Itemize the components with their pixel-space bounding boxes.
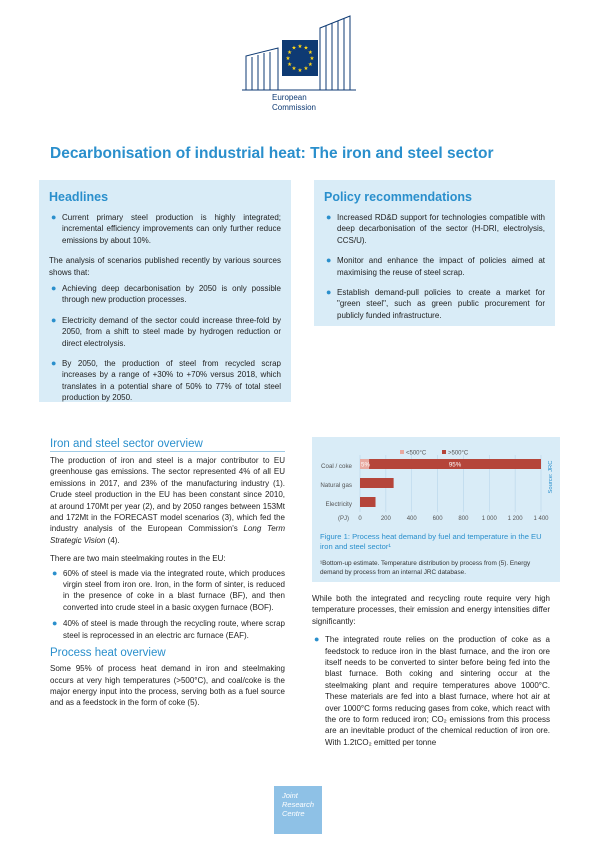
routes-intro: There are two main steelmaking routes in the EU:: [50, 554, 226, 564]
route-bullet: ● 60% of steel is made via the integrated route, which produces virgin steel from iron ore. Iron, in the form of sinter, is reduced in the presence of coke in a blast furnace (BF), and then converted into crude steel in a basic oxygen furnace (BOF).: [52, 567, 285, 612]
commission-building-icon: [238, 8, 360, 93]
bullet-icon: ●: [52, 618, 58, 629]
eu-star-icon: ★: [287, 49, 293, 56]
policy-heading: Policy recommendations: [324, 190, 472, 204]
process-heat-chart: [312, 437, 560, 529]
eu-star-icon: ★: [297, 43, 303, 50]
x-tick-label: 1 200: [507, 516, 523, 522]
bullet-icon: ●: [51, 358, 57, 369]
x-tick-label: 1 000: [481, 516, 497, 522]
x-tick-label: 800: [458, 516, 469, 522]
figure-note: ¹Bottom-up estimate. Temperature distribution by process from (5). Energy demand by process from an internal JRC database.: [320, 560, 531, 576]
headline-bullet: ● By 2050, the production of steel from recycled scrap increases by a range of +30% to +70% versus 2018, which translates in a potential share of 50% to 77% of total steel production by 2050.: [51, 358, 281, 403]
jrc-line-2: Research: [282, 800, 315, 809]
jrc-logo: [274, 786, 322, 834]
overview-heading: Iron and steel sector overview: [50, 438, 285, 452]
logo-line-1: European: [272, 93, 307, 102]
legend-swatch: [400, 450, 404, 454]
logo-line-2: Commission: [272, 102, 317, 112]
process-heat-heading: Process heat overview: [50, 647, 166, 660]
process-heat-paragraph: Some 95% of process heat demand in iron and steelmaking occurs at very high temperatures (>500°C), and coal/coke is the major energy input into the process, serving both as a fuel source and as a feedstock in the form of coke (5).: [50, 664, 285, 708]
bullet-icon: ●: [326, 212, 332, 222]
x-tick-label: 0: [358, 516, 362, 522]
figure-caption: Figure 1: Process heat demand by fuel and temperature in the EU iron and steel sector¹: [320, 532, 542, 551]
bullet-icon: ●: [326, 287, 332, 298]
eu-star-icon: ★: [291, 45, 297, 52]
data-label: 5%: [361, 461, 370, 469]
routes-comparison-paragraph: While both the integrated and recycling route require very high temperature processes, their emission and energy intensities differ significantly:: [312, 594, 550, 626]
jrc-line-1: Joint: [282, 791, 298, 800]
eu-star-icon: ★: [287, 61, 293, 68]
eu-star-icon: ★: [309, 55, 315, 62]
bullet-icon: ●: [52, 567, 58, 578]
bar-segment: [360, 478, 394, 488]
eu-star-icon: ★: [303, 66, 309, 73]
policy-bullet: ● Increased RD&D support for technologies compatible with deep decarbonisation of the sector (H-DRI, electrolysis, CCS/U).: [326, 212, 545, 245]
x-tick-label: 600: [432, 516, 443, 522]
legend-label: <500°C: [406, 450, 427, 457]
category-label: Electricity: [325, 501, 352, 508]
legend-label: >500°C: [448, 450, 469, 457]
headlines-heading: Headlines: [49, 190, 109, 204]
legend-swatch: [442, 450, 446, 454]
bullet-icon: ●: [326, 255, 332, 266]
headlines-intro: The analysis of scenarios published recently by various sources shows that:: [49, 256, 281, 277]
eu-star-icon: ★: [307, 49, 313, 56]
data-label: 95%: [448, 461, 462, 469]
bullet-icon: ●: [51, 283, 57, 294]
eu-star-icon: ★: [303, 45, 309, 52]
european-commission-logo: [238, 8, 360, 128]
x-unit-label: (PJ): [338, 516, 349, 522]
headlines-box: [39, 180, 291, 402]
document-title: Decarbonisation of industrial heat: The iron and steel sector: [50, 145, 494, 162]
eu-star-icon: ★: [291, 66, 297, 73]
bar-segment: [360, 497, 376, 507]
figure-1: [312, 437, 560, 582]
bullet-icon: ●: [51, 314, 57, 325]
policy-recommendations-box: [314, 180, 555, 326]
chart-source-label: Source: JRC: [548, 460, 554, 494]
eu-star-icon: ★: [285, 55, 291, 62]
jrc-line-3: Centre: [282, 809, 305, 818]
policy-bullet: ● Establish demand-pull policies to create a market for "green steel", such as green public procurement for publicly funded infrastructure.: [326, 287, 545, 320]
eu-star-icon: ★: [307, 61, 313, 68]
policy-bullet: ● Monitor and enhance the impact of policies aimed at maximising the reuse of steel scrap.: [326, 255, 545, 277]
eu-star-icon: ★: [297, 67, 303, 74]
headline-bullet: ● Electricity demand of the sector could increase three-fold by 2050, from a shift to steel made by hydrogen reduction or direct electrolysis.: [51, 314, 281, 348]
category-label: Natural gas: [320, 482, 352, 489]
bullet-icon: ●: [51, 212, 57, 222]
route-bullet: ● 40% of steel is made through the recycling route, where scrap steel is reprocessed in an electric arc furnace (EAF).: [52, 618, 285, 640]
left-column: [50, 438, 285, 716]
overview-paragraph: The production of iron and steel is a major contributor to EU greenhouse gas emissions. The sector represented 4% of all EU emissions in 2017, and 23% of the manufacturing industry (1). Crude steel production in the EU has been constant since 2010, at around 170Mt per year (2), and by 2050 ranges between 153Mt and 172Mt in the FORECAST model scenarios (3), which fed the industry analysis of the European Commission's Long Term Strategic Vision (4).: [50, 456, 285, 545]
x-tick-label: 400: [406, 516, 417, 522]
x-tick-label: 200: [380, 516, 391, 522]
x-tick-label: 1 400: [533, 516, 549, 522]
integrated-route-bullet: ● The integrated route relies on the production of coke as a feedstock to reduce iron in the blast furnace, and the iron ore itself needs to be converted to sinter before being fed into the blast furnace. Both coking and sintering occur at the steelmaking plant and require temperatures above 1000°C. These materials are fed into a blast furnace, where hot air at over 1000°C forms reducing gases from coke, which react with the ore to form reduced iron; CO₂ emissions from this process are an inevitable product of the chemical reduction of iron ore. With 1.2tCO₂ emitted per tonne: [314, 634, 550, 747]
right-column: [312, 593, 550, 753]
headline-bullet: ● Achieving deep decarbonisation by 2050 is only possible through new production processes.: [51, 283, 281, 305]
category-label: Coal / coke: [321, 463, 352, 470]
headline-bullet: ● Current primary steel production is highly integrated; incremental efficiency improvements can only further reduce emissions by about 10%.: [51, 212, 281, 245]
bullet-icon: ●: [314, 634, 320, 645]
